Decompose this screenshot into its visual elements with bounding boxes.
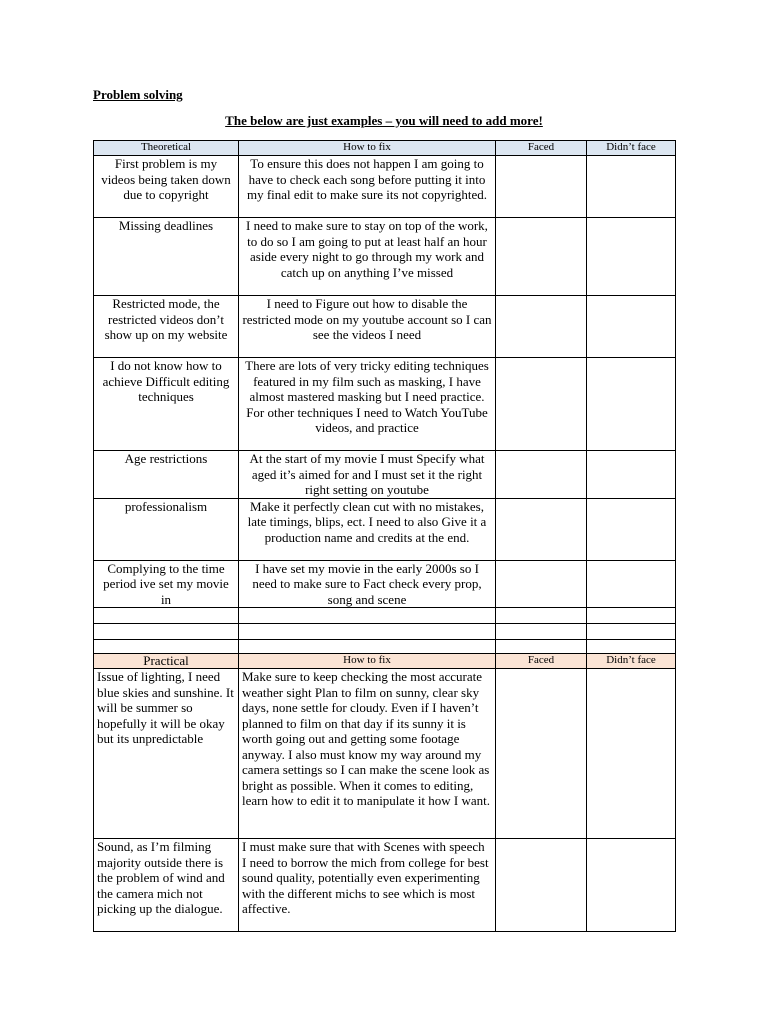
not-faced-cell[interactable] <box>587 156 676 218</box>
table-header-row <box>94 654 676 669</box>
fix-cell: There are lots of very tricky editing techniques featured in my film such as masking, I have almost mastered masking but I need practice. For other techniques I need to Watch YouTube videos, and practice <box>239 358 496 451</box>
faced-cell[interactable] <box>496 296 587 358</box>
header-faced: Faced <box>496 654 587 669</box>
faced-cell[interactable] <box>496 669 587 839</box>
fix-cell: At the start of my movie I must Specify what aged it’s aimed for and I must set it the right right setting on youtube <box>239 451 496 499</box>
table-row <box>94 451 676 499</box>
table-row <box>94 156 676 218</box>
not-faced-cell[interactable] <box>587 296 676 358</box>
header-didnt-face: Didn’t face <box>587 141 676 156</box>
header-how-to-fix: How to fix <box>239 654 496 669</box>
table-row <box>94 608 676 624</box>
header-theoretical: Theoretical <box>94 141 239 156</box>
table-row <box>94 839 676 932</box>
table-row <box>94 624 676 640</box>
fix-cell: I must make sure that with Scenes with speech I need to borrow the mich from college for best sound quality, potentially even experimenting with the different michs to see which is most affective. <box>239 839 496 932</box>
table-row <box>94 560 676 608</box>
problem-cell: Age restrictions <box>94 451 239 499</box>
fix-cell[interactable] <box>239 624 496 640</box>
not-faced-cell[interactable] <box>587 839 676 932</box>
page-subtitle: The below are just examples – you will need to add more! <box>225 113 543 128</box>
header-faced: Faced <box>496 141 587 156</box>
table-row <box>94 218 676 296</box>
theoretical-table <box>93 140 676 656</box>
table-header-row <box>94 141 676 156</box>
table-row <box>94 498 676 560</box>
faced-cell[interactable] <box>496 218 587 296</box>
problem-cell[interactable] <box>94 608 239 624</box>
fix-cell: To ensure this does not happen I am going to have to check each song before putting it into my final edit to make sure its not copyrighted. <box>239 156 496 218</box>
problem-cell: professionalism <box>94 498 239 560</box>
table-row <box>94 669 676 839</box>
problem-cell: Complying to the time period ive set my movie in <box>94 560 239 608</box>
fix-cell: I need to Figure out how to disable the restricted mode on my youtube account so I can see the videos I need <box>239 296 496 358</box>
not-faced-cell[interactable] <box>587 608 676 624</box>
faced-cell[interactable] <box>496 358 587 451</box>
not-faced-cell[interactable] <box>587 669 676 839</box>
faced-cell[interactable] <box>496 451 587 499</box>
problem-cell: Issue of lighting, I need blue skies and sunshine. It will be summer so hopefully it will be okay but its unpredictable <box>94 669 239 839</box>
page-title: Problem solving <box>93 87 183 102</box>
fix-cell: Make it perfectly clean cut with no mistakes, late timings, blips, ect. I need to also Give it a production name and credits at the end. <box>239 498 496 560</box>
not-faced-cell[interactable] <box>587 560 676 608</box>
problem-cell: First problem is my videos being taken down due to copyright <box>94 156 239 218</box>
header-didnt-face: Didn’t face <box>587 654 676 669</box>
not-faced-cell[interactable] <box>587 498 676 560</box>
table-row <box>94 296 676 358</box>
faced-cell[interactable] <box>496 156 587 218</box>
faced-cell[interactable] <box>496 624 587 640</box>
faced-cell[interactable] <box>496 608 587 624</box>
fix-cell[interactable] <box>239 608 496 624</box>
faced-cell[interactable] <box>496 498 587 560</box>
problem-cell: Sound, as I’m filming majority outside there is the problem of wind and the camera mich not picking up the dialogue. <box>94 839 239 932</box>
not-faced-cell[interactable] <box>587 624 676 640</box>
not-faced-cell[interactable] <box>587 451 676 499</box>
not-faced-cell[interactable] <box>587 358 676 451</box>
problem-cell: Missing deadlines <box>94 218 239 296</box>
faced-cell[interactable] <box>496 560 587 608</box>
problem-cell: Restricted mode, the restricted videos don’t show up on my website <box>94 296 239 358</box>
fix-cell: Make sure to keep checking the most accurate weather sight Plan to film on sunny, clear sky days, none settle for cloudy. Even if I haven’t planned to film on that day if its sunny it is worth going out and getting some footage anyway. I also must know my way around my camera settings so I can make the scene look as bright as possible. When it comes to editing, learn how to edit it to manipulate it how I want. <box>239 669 496 839</box>
problem-cell[interactable] <box>94 624 239 640</box>
header-how-to-fix: How to fix <box>239 141 496 156</box>
table-row <box>94 358 676 451</box>
fix-cell: I need to make sure to stay on top of the work, to do so I am going to put at least half an hour aside every night to go through my work and catch up on anything I’ve missed <box>239 218 496 296</box>
faced-cell[interactable] <box>496 839 587 932</box>
practical-table <box>93 653 676 932</box>
not-faced-cell[interactable] <box>587 218 676 296</box>
problem-cell: I do not know how to achieve Difficult editing techniques <box>94 358 239 451</box>
fix-cell: I have set my movie in the early 2000s so I need to make sure to Fact check every prop, song and scene <box>239 560 496 608</box>
header-practical: Practical <box>94 654 239 669</box>
